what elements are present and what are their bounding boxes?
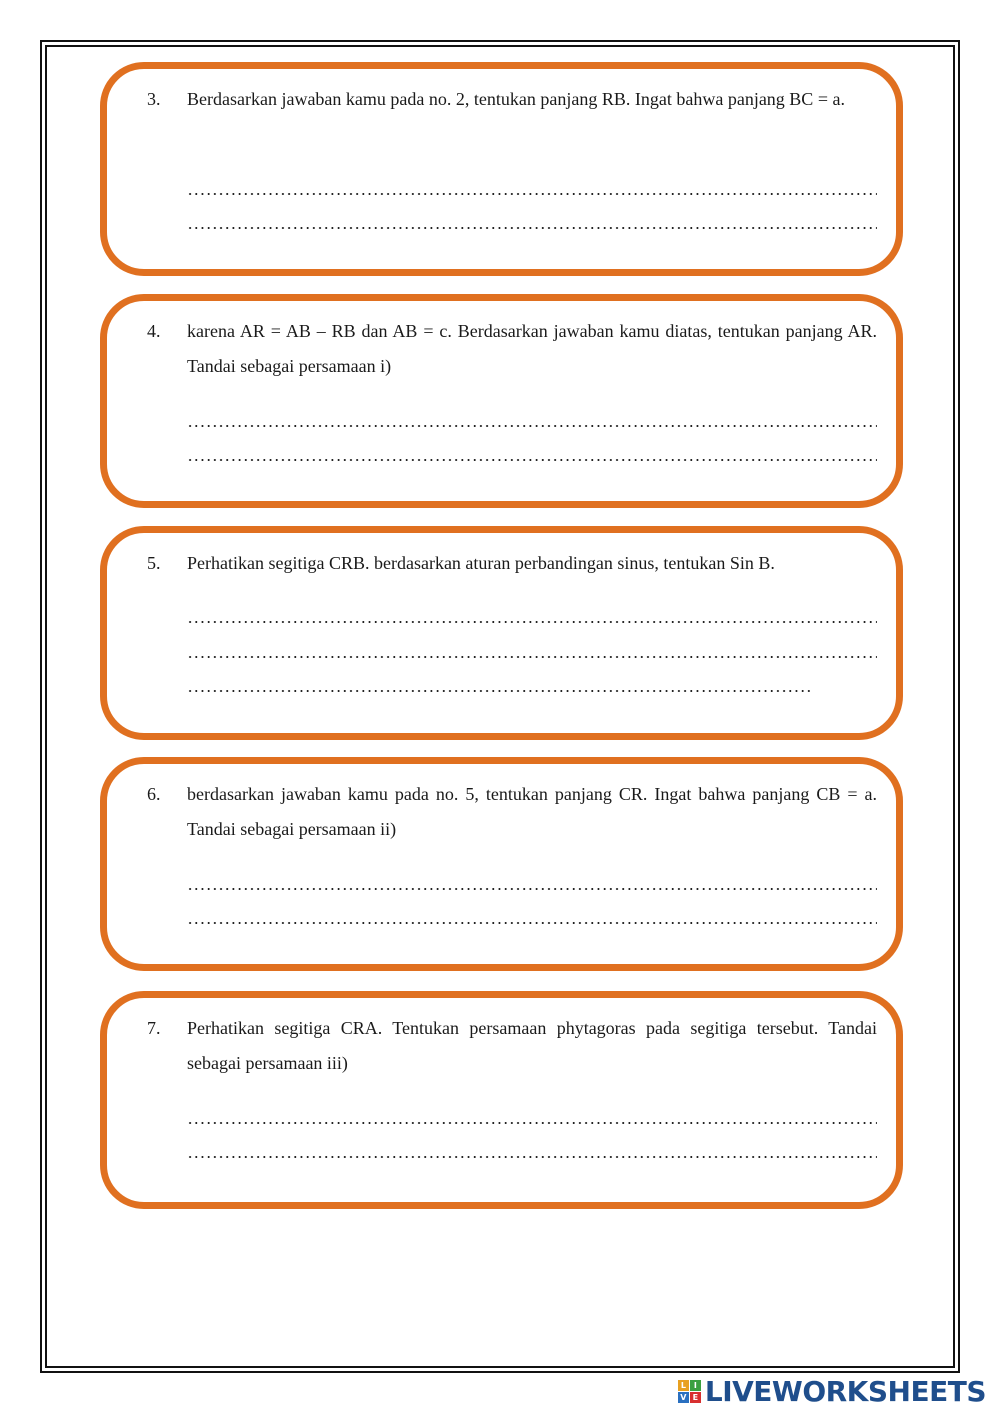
question-number: 6. xyxy=(147,784,161,804)
liveworksheets-watermark xyxy=(678,1375,986,1408)
question-card-7 xyxy=(100,991,903,1209)
logo-tile: E xyxy=(690,1392,701,1403)
logo-tile: L xyxy=(678,1380,689,1391)
question-text: berdasarkan jawaban kamu pada no. 5, tentukan panjang CR. Ingat bahwa panjang CB = a. Tandai sebagai persamaan ii) xyxy=(187,784,877,839)
answer-line[interactable] xyxy=(187,690,813,692)
question-text: Perhatikan segitiga CRA. Tentukan persamaan phytagoras pada segitiga tersebut. Tandai sebagai persamaan iii) xyxy=(187,1018,877,1073)
answer-line[interactable] xyxy=(187,888,877,890)
question-card-4 xyxy=(100,294,903,508)
question-number: 7. xyxy=(147,1018,161,1038)
question-card-3 xyxy=(100,62,903,276)
question-text: Berdasarkan jawaban kamu pada no. 2, tentukan panjang RB. Ingat bahwa panjang BC = a. xyxy=(187,89,845,109)
answer-line[interactable] xyxy=(187,1156,877,1158)
brand-name: LIVEWORKSHEETS xyxy=(704,1375,986,1408)
answer-line[interactable] xyxy=(187,1122,877,1124)
question-text: Perhatikan segitiga CRB. berdasarkan aturan perbandingan sinus, tentukan Sin B. xyxy=(187,553,775,573)
answer-line[interactable] xyxy=(187,227,877,229)
question-number: 4. xyxy=(147,321,161,341)
liveworksheets-logo-icon xyxy=(678,1380,701,1403)
question-number: 3. xyxy=(147,89,161,109)
answer-line[interactable] xyxy=(187,656,877,658)
question-number: 5. xyxy=(147,553,161,573)
answer-line[interactable] xyxy=(187,193,877,195)
answer-line[interactable] xyxy=(187,922,877,924)
question-card-6 xyxy=(100,757,903,971)
question-card-5 xyxy=(100,526,903,740)
question-text: karena AR = AB – RB dan AB = c. Berdasarkan jawaban kamu diatas, tentukan panjang AR. Tandai sebagai persamaan i) xyxy=(187,321,877,376)
answer-line[interactable] xyxy=(187,459,877,461)
logo-tile: V xyxy=(678,1392,689,1403)
answer-line[interactable] xyxy=(187,425,877,427)
logo-tile: I xyxy=(690,1380,701,1391)
answer-line[interactable] xyxy=(187,621,877,623)
